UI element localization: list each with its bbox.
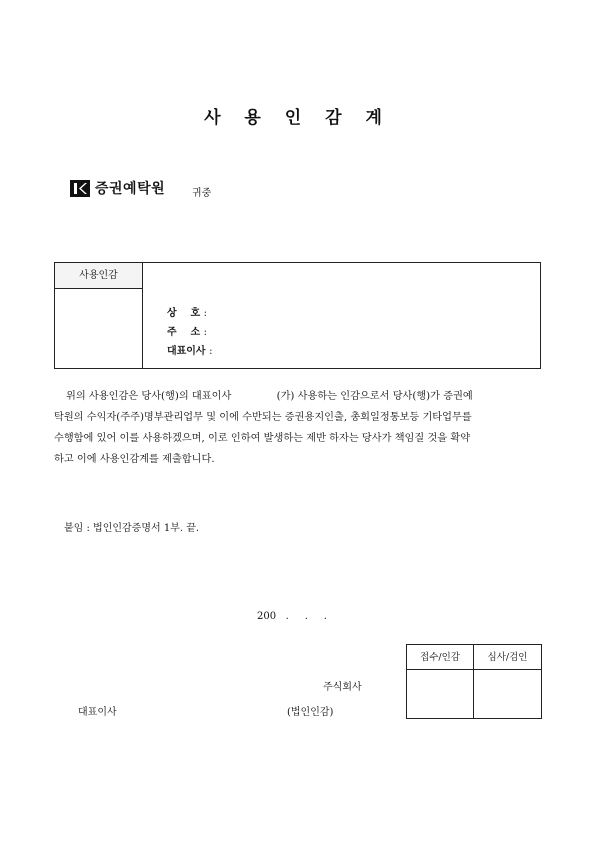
field-company-name-value: : (203, 308, 208, 319)
date-line: 200 . . . (257, 611, 327, 622)
field-representative-label: 대표이사 (166, 346, 206, 357)
document-title: 사 용 인 감 계 (204, 108, 391, 128)
body-line: 위의 사용인감은 당사(행)의 대표이사 (가) 사용하는 인감으로서 당사(행)가 증권예 (66, 391, 473, 402)
field-representative (153, 331, 212, 368)
ksd-logo-icon (70, 180, 90, 197)
seal-area-header: 사용인감 (55, 263, 142, 289)
representative-label: 대표이사 (78, 707, 117, 718)
corporate-seal-label: (법인인감) (287, 707, 334, 718)
field-company-name-label: 상 호 (166, 308, 201, 319)
seal-box (54, 262, 541, 369)
seal-area (55, 263, 143, 368)
approval-box (406, 644, 542, 719)
body-line: 탁원의 수익자(주주)명부관리업무 및 이에 수반되는 증권용지인출, 총회일정통보등 기타업무를 (54, 412, 472, 423)
approval-divider (473, 670, 474, 718)
body-paragraph (54, 386, 541, 470)
field-address-label: 주 소 (166, 327, 201, 338)
field-representative-value: : (209, 346, 213, 357)
body-line: 하고 이에 사용인감계를 제출합니다. (54, 454, 215, 465)
approval-header-review: 심사/검인 (474, 645, 541, 670)
body-line: 수행함에 있어 이를 사용하겠으며, 이로 인하여 발생하는 제반 하자는 당사가 책임질 것을 확약 (54, 433, 471, 444)
recipient-name: 증권예탁원 (95, 181, 166, 197)
recipient-logo (70, 178, 165, 198)
company-label: 주식회사 (323, 682, 362, 693)
approval-header-receipt: 접수/인감 (407, 645, 474, 670)
field-address-value: : (203, 327, 208, 338)
attachment-note: 붙임 : 법인인감증명서 1부. 끝. (64, 523, 200, 534)
recipient-suffix: 귀중 (192, 188, 212, 199)
